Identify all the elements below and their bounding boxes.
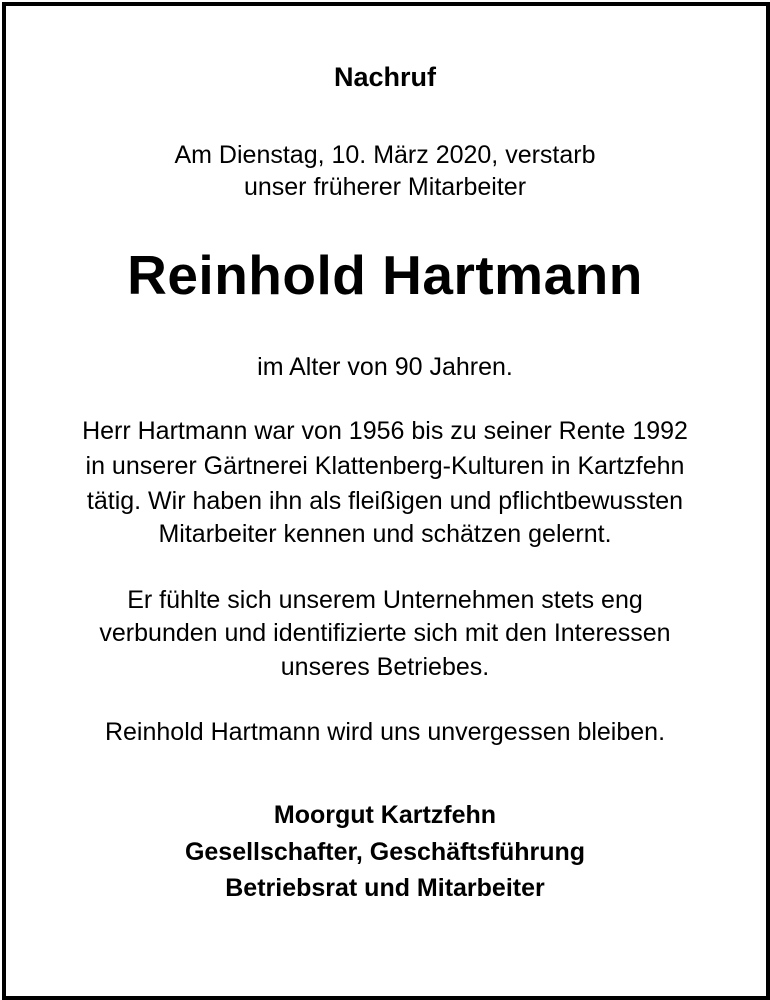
- intro-line-1: Am Dienstag, 10. März 2020, verstarb: [174, 141, 596, 169]
- paragraph-1-line-4: Mitarbeiter kennen und schätzen gelernt.: [158, 520, 612, 548]
- closing-line: Reinhold Hartmann wird uns unvergessen bleiben.: [104, 718, 666, 746]
- intro-line-2: unser früherer Mitarbeiter: [243, 173, 527, 201]
- paragraph-1-line-2: in unserer Gärtnerei Klattenberg-Kulturen in Kartzfehn: [85, 452, 685, 480]
- age-line: im Alter von 90 Jahren.: [257, 353, 513, 381]
- paragraph-2-line-3: unseres Betriebes.: [280, 653, 490, 681]
- notice-title: Nachruf: [333, 62, 436, 92]
- paragraph-2-line-2: verbunden und identifizierte sich mit den Interessen: [99, 619, 671, 647]
- paragraph-1-line-1: Herr Hartmann war von 1956 bis zu seiner Rente 1992: [82, 417, 688, 445]
- paragraph-1-line-3: tätig. Wir haben ihn als fleißigen und pflichtbewussten: [86, 487, 684, 515]
- signature-line-2: Gesellschafter, Geschäftsführung: [184, 838, 586, 866]
- deceased-name: Reinhold Hartmann: [127, 244, 643, 306]
- paragraph-2-line-1: Er fühlte sich unserem Unternehmen stets eng: [127, 586, 643, 614]
- signature-line-1: Moorgut Kartzfehn: [273, 801, 497, 829]
- signature-line-3: Betriebsrat und Mitarbeiter: [225, 874, 545, 902]
